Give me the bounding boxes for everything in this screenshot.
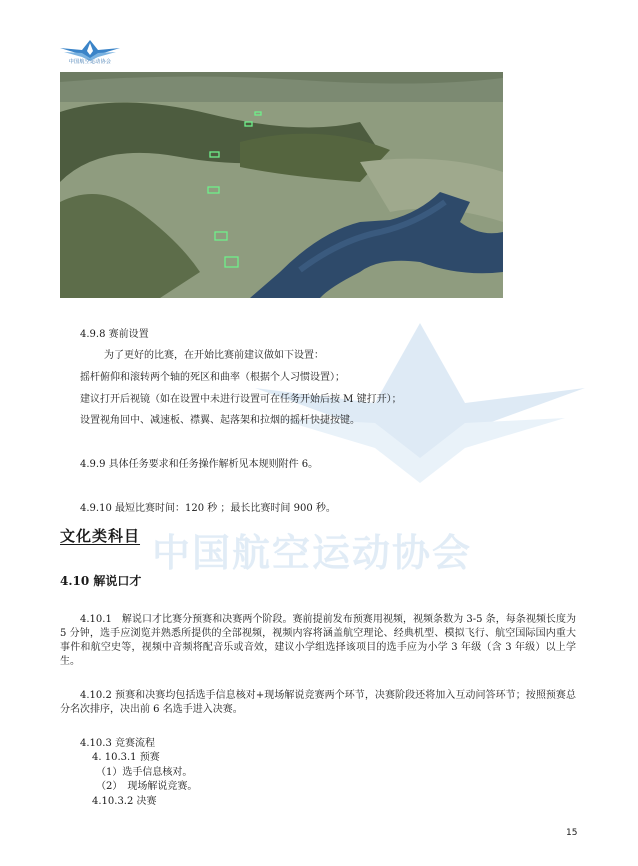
settings-item-1: 摇杆俯仰和滚转两个轴的死区和曲率（根据个人习惯设置）； xyxy=(80,372,345,383)
page-number: 15 xyxy=(566,828,578,838)
settings-item-3: 设置视角回中、减速板、襟翼、起落架和拉烟的摇杆快捷按键。 xyxy=(80,415,360,426)
category-heading: 文化类科目 xyxy=(60,527,141,545)
prelim-step-1: （1）选手信息核对。 xyxy=(96,767,193,778)
section-4-9-9-text: 4.9.9 具体任务要求和任务操作解析见本规则附件 6。 xyxy=(80,459,319,470)
section-4-10-2-paragraph: 4.10.2 预赛和决赛均包括选手信息核对+现场解说竞赛两个环节，决赛阶段还将加入互动问答环节；按照预赛总分名次排序，决出前 6 名选手进入决赛。 xyxy=(60,690,576,715)
section-4-10-1-paragraph: 4.10.1 解说口才比赛分预赛和决赛两个阶段。赛前提前发布预赛用视频，视频条数为 3-5 条，每条视频长度为 5 分钟，选手应浏览并熟悉所提供的全部视频，视频内容将涵盖航空理论、经典机型、模拟飞行、航空国际国内重大事件和航空史等，视频中音频将配音乐或音效，建议小学组选择该项目的选手应为小学 3 年级（含 3 年级）以上学生。 xyxy=(60,614,576,667)
section-4-9-10-text: 4.9.10 最短比赛时间：120 秒 ；最长比赛时间 900 秒。 xyxy=(80,503,336,514)
prelim-step-2: （2） 现场解说竞赛。 xyxy=(96,781,198,792)
section-4-9-8-title: 4.9.8 赛前设置 xyxy=(80,329,149,340)
settings-item-2: 建议打开后视镜（如在设置中未进行设置可在任务开始后按 M 键打开）； xyxy=(80,394,402,405)
section-4-10-title: 4.10 解说口才 xyxy=(60,574,142,588)
prelim-subheading: 4. 10.3.1 预赛 xyxy=(92,752,160,763)
section-4-9-8-intro: 为了更好的比赛，在开始比赛前建议做如下设置： xyxy=(104,350,324,361)
final-subheading: 4.10.3.2 决赛 xyxy=(92,796,157,807)
watermark-logo-icon xyxy=(255,318,585,498)
watermark-text: 中国航空运动协会 xyxy=(151,531,472,575)
org-name-label: 中国航空运动协会 xyxy=(68,59,112,65)
flight-sim-screenshot xyxy=(60,72,503,298)
section-4-10-3-title: 4.10.3 竞赛流程 xyxy=(80,738,155,749)
